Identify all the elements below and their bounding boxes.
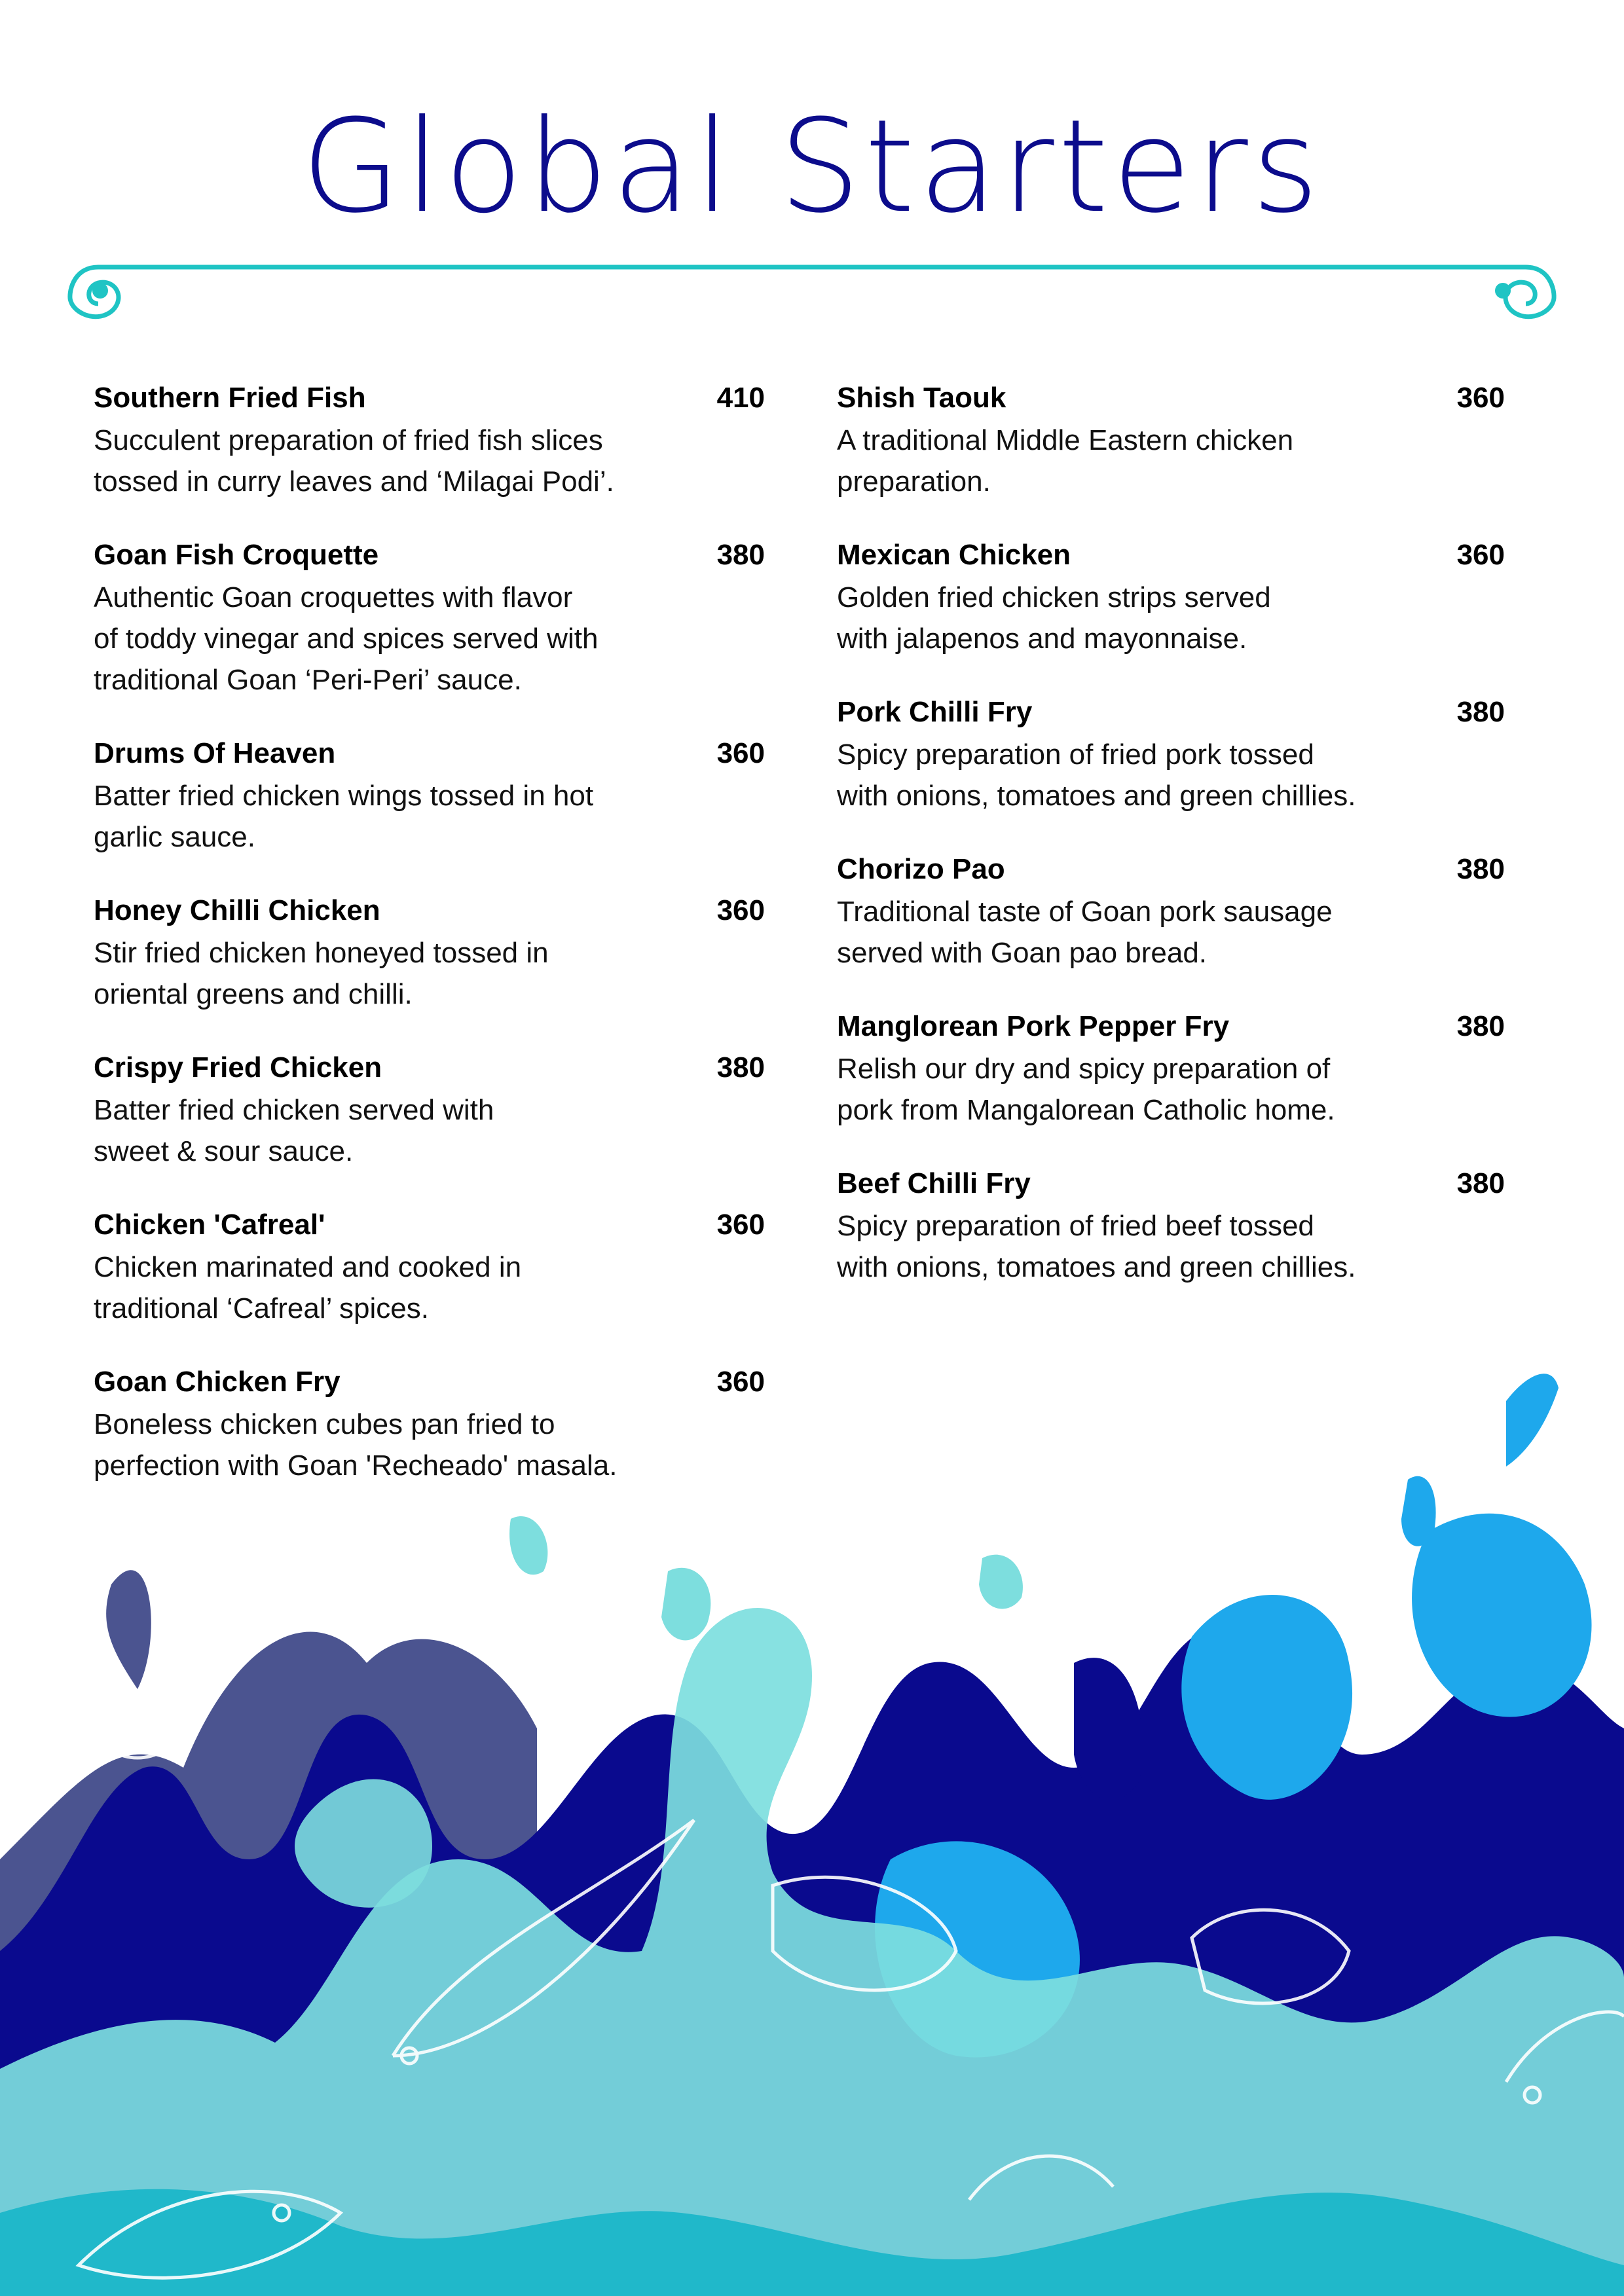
menu-item: [837, 376, 1505, 502]
item-name: Pork Chilli Fry: [837, 696, 1033, 728]
menu-column-left: [94, 376, 765, 1518]
page-title: Global Starters: [301, 92, 1323, 242]
item-description: Authentic Goan croquettes with flavor of toddy vinegar and spices served with traditional Goan ‘Peri-Peri’ sauce.: [94, 581, 599, 696]
menu-item: [837, 691, 1505, 816]
item-price: 380: [716, 539, 765, 571]
item-description: Golden fried chicken strips served with jalapenos and mayonnaise.: [837, 581, 1271, 655]
menu-item: [837, 1162, 1505, 1288]
item-description: A traditional Middle Eastern chicken preparation.: [837, 424, 1294, 498]
menu-item: [94, 376, 765, 502]
item-price: 360: [716, 1366, 765, 1398]
item-description: Relish our dry and spicy preparation of pork from Mangalorean Catholic home.: [837, 1053, 1335, 1126]
menu-item: [837, 1005, 1505, 1131]
item-name: Crispy Fried Chicken: [94, 1051, 382, 1084]
item-price: 360: [716, 737, 765, 769]
item-price: 380: [716, 1051, 765, 1084]
item-name: Honey Chilli Chicken: [94, 894, 380, 926]
item-name: Goan Fish Croquette: [94, 539, 379, 571]
item-price: 360: [716, 894, 765, 926]
item-description: Spicy preparation of fried pork tossed with onions, tomatoes and green chillies.: [837, 738, 1356, 812]
item-price: 360: [1456, 539, 1505, 571]
item-price: 380: [1456, 853, 1505, 885]
item-description: Chicken marinated and cooked in traditional ‘Cafreal’ spices.: [94, 1251, 522, 1324]
item-price: 410: [716, 382, 765, 414]
item-name: Shish Taouk: [837, 382, 1006, 414]
item-price: 360: [1456, 382, 1505, 414]
item-name: Southern Fried Fish: [94, 382, 366, 414]
menu-column-right: [837, 376, 1505, 1319]
item-price: 380: [1456, 1167, 1505, 1199]
item-description: Batter fried chicken served with sweet & sour sauce.: [94, 1094, 494, 1167]
item-description: Traditional taste of Goan pork sausage served with Goan pao bread.: [837, 896, 1333, 969]
seafood-splash-illustration: [0, 1362, 1624, 2296]
item-name: Mexican Chicken: [837, 539, 1071, 571]
swirl-divider-ornament: [0, 249, 1624, 340]
menu-item: [837, 534, 1505, 659]
item-description: Batter fried chicken wings tossed in hot garlic sauce.: [94, 780, 594, 853]
item-price: 360: [716, 1209, 765, 1241]
item-name: Beef Chilli Fry: [837, 1167, 1031, 1199]
item-name: Drums Of Heaven: [94, 737, 336, 769]
item-description: Boneless chicken cubes pan fried to perfection with Goan 'Recheado' masala.: [94, 1408, 618, 1482]
item-name: Manglorean Pork Pepper Fry: [837, 1010, 1230, 1042]
menu-item: [94, 1046, 765, 1172]
item-description: Succulent preparation of fried fish slices tossed in curry leaves and ‘Milagai Podi’.: [94, 424, 614, 498]
item-description: Spicy preparation of fried beef tossed with onions, tomatoes and green chillies.: [837, 1210, 1356, 1283]
menu-item: [94, 1203, 765, 1329]
menu-item: [94, 534, 765, 701]
item-price: 380: [1456, 1010, 1505, 1042]
item-description: Stir fried chicken honeyed tossed in oriental greens and chilli.: [94, 937, 549, 1010]
menu-item: [94, 889, 765, 1015]
item-name: Chicken 'Cafreal': [94, 1209, 325, 1241]
item-price: 380: [1456, 696, 1505, 728]
item-name: Goan Chicken Fry: [94, 1366, 341, 1398]
item-name: Chorizo Pao: [837, 853, 1005, 885]
menu-item: [94, 732, 765, 858]
menu-item: [837, 848, 1505, 974]
